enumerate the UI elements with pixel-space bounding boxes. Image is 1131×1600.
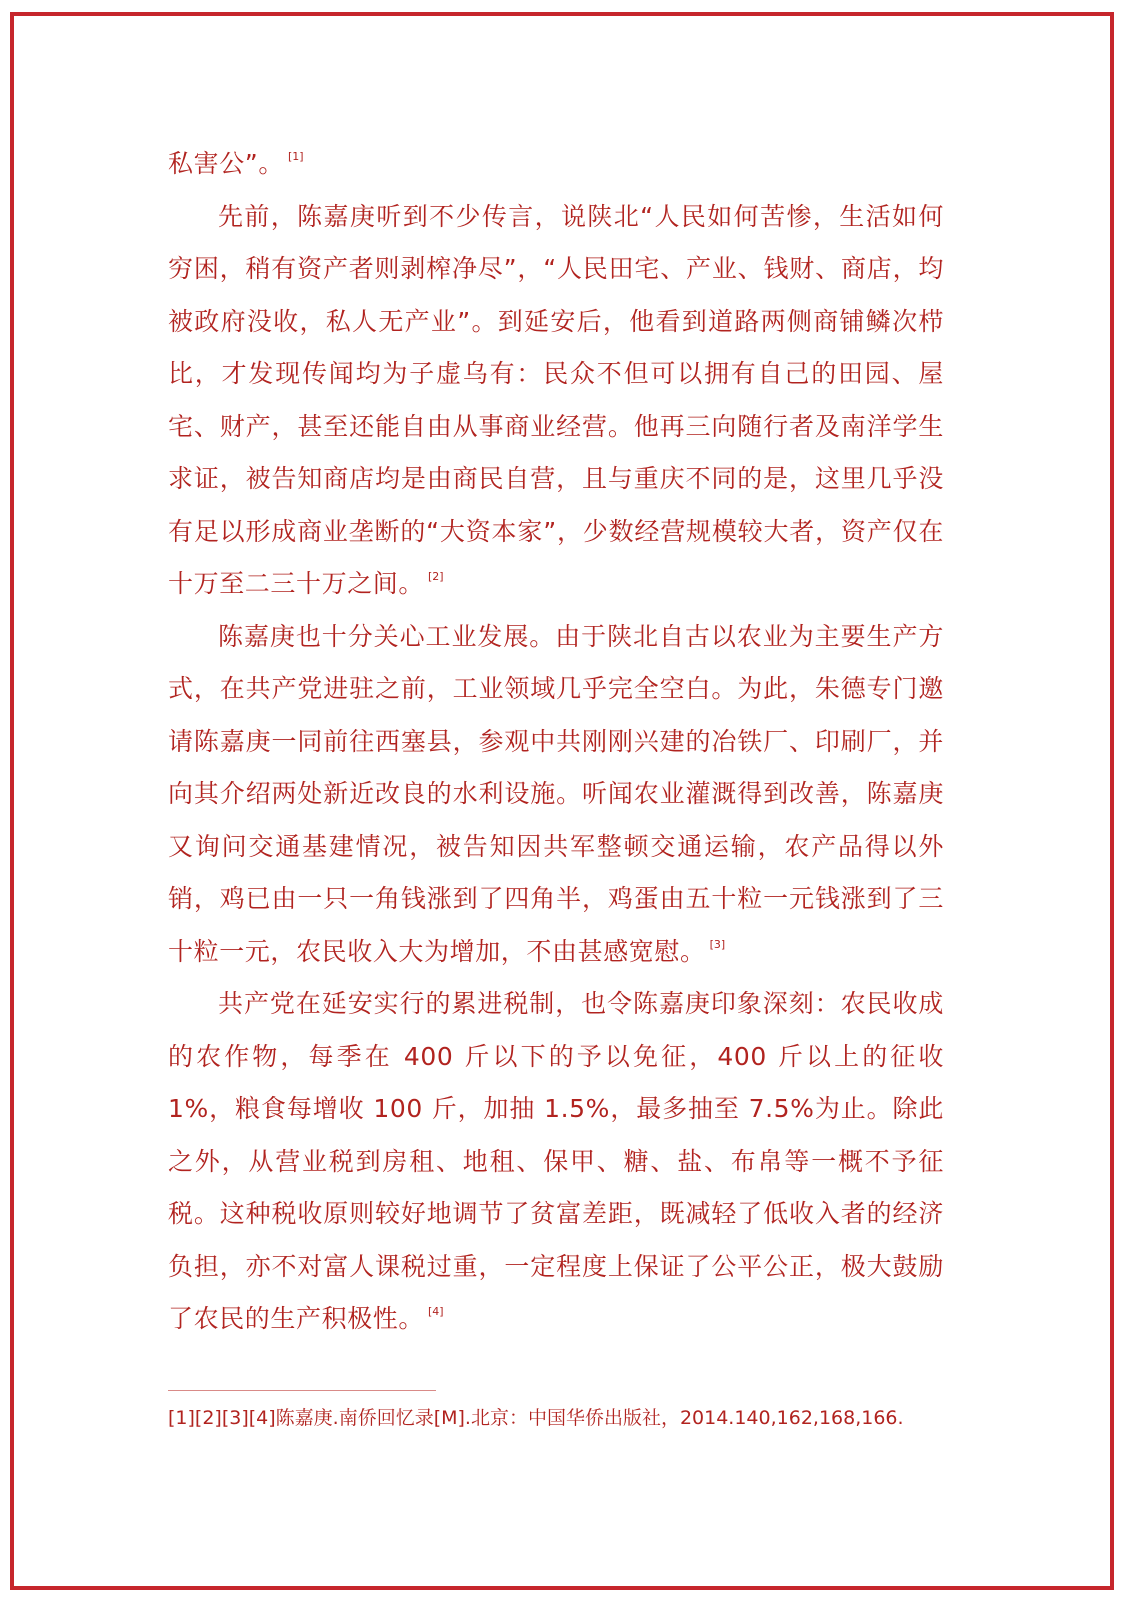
footnote-ref-2: [2]	[428, 570, 444, 583]
paragraph-text: 共产党在延安实行的累进税制，也令陈嘉庚印象深刻：农民收成的农作物，每季在 400 斤以下的予以免征，400 斤以上的征收 1%，粮食每增收 100 斤，加抽 1.5%，最多抽至 7.5%为止。除此之外，从营业税到房租、地租、保甲、糖、盐、布帛等一概不予征税。这种税收原则较好地调节了贫富差距，既减轻了低收入者的经济负担，亦不对富人课税过重，一定程度上保证了公平公正，极大鼓励了农民的生产积极性。	[168, 989, 944, 1333]
footnote-ref-4: [4]	[428, 1305, 444, 1318]
paragraph-text: 陈嘉庚也十分关心工业发展。由于陕北自古以农业为主要生产方式，在共产党进驻之前，工业领域几乎完全空白。为此，朱德专门邀请陈嘉庚一同前往西塞县，参观中共刚刚兴建的冶铁厂、印刷厂，并向其介绍两处新近改良的水利设施。听闻农业灌溉得到改善，陈嘉庚又询问交通基建情况，被告知因共军整顿交通运输，农产品得以外销，鸡已由一只一角钱涨到了四角半，鸡蛋由五十粒一元钱涨到了三十粒一元，农民收入大为增加，不由甚感宽慰。	[168, 621, 944, 966]
paragraph-3	[168, 611, 944, 979]
paragraph-2	[168, 191, 944, 611]
paragraph-1	[168, 138, 944, 191]
footnote: [1][2][3][4]陈嘉庚.南侨回忆录[M].北京：中国华侨出版社，2014.140,162,168,166.	[168, 1407, 904, 1429]
paragraph-text: 先前，陈嘉庚听到不少传言，说陕北“人民如何苦惨，生活如何穷困，稍有资产者则剥榨净尽”，“人民田宅、产业、钱财、商店，均被政府没收，私人无产业”。到延安后，他看到道路两侧商铺鳞次栉比，才发现传闻均为子虚乌有：民众不但可以拥有自己的田园、屋宅、财产，甚至还能自由从事商业经营。他再三向随行者及南洋学生求证，被告知商店均是由商民自营，且与重庆不同的是，这里几乎没有足以形成商业垄断的“大资本家”，少数经营规模较大者，资产仅在十万至二三十万之间。	[168, 201, 944, 598]
article-body	[168, 138, 944, 1346]
paragraph-text: 私害公”。	[168, 149, 284, 178]
paragraph-4	[168, 978, 944, 1346]
footnote-ref-3: [3]	[709, 937, 726, 951]
footnote-ref-1: [1]	[287, 150, 304, 163]
footnote-divider	[168, 1390, 436, 1391]
